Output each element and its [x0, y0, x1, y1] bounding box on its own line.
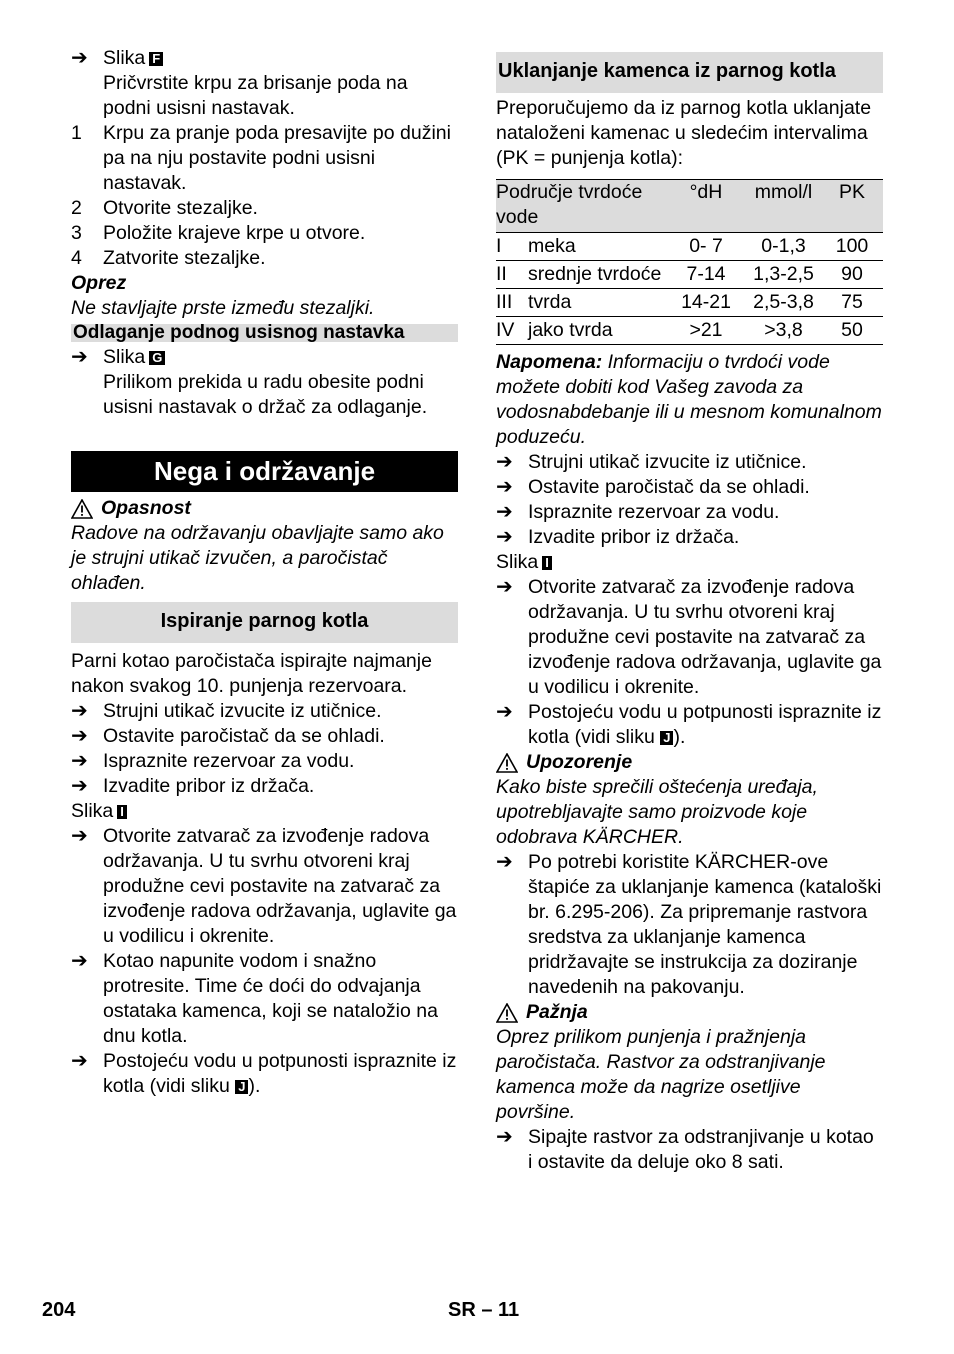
table-row: I meka 0- 7 0-1,3 100 — [496, 233, 883, 261]
left-column — [71, 46, 458, 1099]
table-row: III tvrda 14-21 2,5-3,8 75 — [496, 289, 883, 317]
table-header: °dH — [666, 180, 746, 233]
list-item: ➔ Otvorite zatvarač za izvođenje radova održavanja. U tu svrhu otvoreni kraj produžne cevi postavite na zatvarač za izvođenje radova održavanja, uglavite ga u vodilicu i okrenite. — [71, 825, 457, 947]
arrow-icon: ➔ — [496, 526, 513, 548]
right-column — [496, 46, 883, 1175]
upozorenje-heading: Upozorenje — [496, 750, 883, 775]
subsection-heading: Ispiranje parnog kotla — [71, 602, 458, 643]
opasnost-text: Radove na održavanju obavljajte samo ako je strujni utikač izvučen, a paročistač ohlađen. — [71, 522, 444, 594]
list-item: ➔ Ispraznite rezervoar za vodu. — [71, 750, 355, 772]
arrow-icon: ➔ — [71, 750, 88, 772]
paragraph: Parni kotao paročistača ispirajte najmanje nakon svakog 10. punjenja rezervoara. — [71, 650, 432, 697]
paznja-heading: Pažnja — [496, 1000, 883, 1025]
table-row: II srednje tvrdoće 7-14 1,3-2,5 90 — [496, 261, 883, 289]
step-1: 1 Krpu za pranje poda presavijte po dužini pa na nju postavite podni usisni nastavak. — [71, 122, 451, 194]
list-item: ➔ Po potrebi koristite KÄRCHER-ove štapiće za uklanjanje kamenca (kataloški br. 6.295-206). Za pripremanje rastvora sredstva za uklanjanje kamenca pridržavajte se instrukcija za doziranje navedenih na pakovanju. — [496, 851, 882, 998]
figure-badge: I — [542, 556, 552, 570]
page-label: SR – 11 — [448, 1299, 520, 1321]
arrow-icon: ➔ — [496, 451, 513, 473]
warning-triangle-icon — [496, 1003, 518, 1023]
figure-ref-g: ➔ Slika G — [71, 345, 458, 370]
list-item: ➔ Strujni utikač izvucite iz utičnice. — [71, 700, 382, 722]
arrow-icon: ➔ — [71, 1050, 88, 1072]
arrow-icon: ➔ — [71, 47, 88, 69]
table-header: Područje tvrdoće vode — [496, 180, 666, 233]
page-number: 204 — [42, 1299, 76, 1321]
warning-triangle-icon — [71, 499, 93, 519]
arrow-icon: ➔ — [496, 576, 513, 598]
step-4: 4 Zatvorite stezaljke. — [71, 247, 266, 269]
arrow-icon: ➔ — [496, 1126, 513, 1148]
figure-ref-i: Slika I — [496, 550, 883, 575]
list-item: ➔ Ostavite paročistač da se ohladi. — [496, 476, 810, 498]
step-3: 3 Položite krajeve krpe u otvore. — [71, 222, 366, 244]
table-header: PK — [821, 180, 883, 233]
list-item: ➔ Ostavite paročistač da se ohladi. — [71, 725, 385, 747]
arrow-icon: ➔ — [496, 851, 513, 873]
arrow-icon: ➔ — [71, 700, 88, 722]
arrow-icon: ➔ — [71, 950, 88, 972]
figure-badge: G — [149, 351, 165, 365]
figure-badge: F — [149, 52, 163, 66]
table-header: mmol/l — [746, 180, 821, 233]
subsection-heading: Odlaganje podnog usisnog nastavka — [71, 324, 458, 342]
arrow-icon: ➔ — [71, 825, 88, 847]
warning-triangle-icon — [496, 753, 518, 773]
arrow-icon: ➔ — [496, 501, 513, 523]
step-2: 2 Otvorite stezaljke. — [71, 197, 258, 219]
water-hardness-table — [496, 179, 883, 345]
list-item: ➔ Postojeću vodu u potpunosti ispraznite iz kotla (vidi sliku J ). — [71, 1050, 457, 1097]
arrow-icon: ➔ — [71, 725, 88, 747]
figure-ref-f: ➔ Slika F — [71, 46, 458, 71]
list-item: ➔ Kotao napunite vodom i snažno protresite. Time će doći do odvajanja ostataka kamenca, koji se nataložio na dnu kotla. — [71, 950, 438, 1047]
arrow-icon: ➔ — [71, 346, 88, 368]
arrow-icon: ➔ — [496, 701, 513, 723]
table-header-row — [496, 180, 883, 233]
subsection-heading: Uklanjanje kamenca iz parnog kotla — [496, 52, 883, 93]
upozorenje-text: Kako biste sprečili oštećenja uređaja, upotrebljavajte samo proizvode koje odobrava KÄRCHER. — [496, 776, 818, 848]
list-item: ➔ Otvorite zatvarač za izvođenje radova održavanja. U tu svrhu otvoreni kraj produžne cevi postavite na zatvarač za izvođenje radova održavanja, uglavite ga u vodilicu i okrenite. — [496, 576, 882, 698]
section-title: Nega i održavanje — [71, 451, 458, 492]
napomena-note: Napomena: Informaciju o tvrdoći vode možete dobiti kod Vašeg zavoda za vodosnabdebanje ili u mesnom komunalnom poduzeću. — [496, 351, 882, 448]
paznja-text: Oprez prilikom punjenja i pražnjenja paročistača. Rastvor za odstranjivanje kamenca može da nagrize osetljive površine. — [496, 1026, 826, 1123]
list-item: ➔ Strujni utikač izvucite iz utičnice. — [496, 451, 807, 473]
numbered-steps — [71, 121, 458, 271]
figure-badge: J — [660, 731, 673, 745]
paragraph: Preporučujemo da iz parnog kotla uklanjate nataloženi kamenac u sledećim intervalima (PK = punjenja kotla): — [496, 97, 872, 169]
instruction: Prilikom prekida u radu obesite podni usisni nastavak o držač za odlaganje. — [103, 371, 428, 418]
arrow-icon: ➔ — [496, 476, 513, 498]
table-row: IV jako tvrda >21 >3,8 50 — [496, 317, 883, 345]
oprez-text: Ne stavljajte prste između stezaljki. — [71, 297, 375, 319]
opasnost-heading: Opasnost — [71, 496, 458, 521]
list-item: ➔ Izvadite pribor iz držača. — [71, 775, 315, 797]
list-item: ➔ Sipajte rastvor za odstranjivanje u kotao i ostavite da deluje oko 8 sati. — [496, 1126, 874, 1173]
list-item: ➔ Postojeću vodu u potpunosti ispraznite iz kotla (vidi sliku J ). — [496, 701, 882, 748]
instruction: Pričvrstite krpu za brisanje poda na podni usisni nastavak. — [103, 72, 408, 119]
arrow-icon: ➔ — [71, 775, 88, 797]
list-item: ➔ Izvadite pribor iz držača. — [496, 526, 740, 548]
oprez-heading: Oprez — [71, 272, 127, 294]
figure-badge: I — [117, 805, 127, 819]
list-item: ➔ Ispraznite rezervoar za vodu. — [496, 501, 780, 523]
figure-badge: J — [235, 1080, 248, 1094]
figure-ref-i: Slika I — [71, 799, 458, 824]
